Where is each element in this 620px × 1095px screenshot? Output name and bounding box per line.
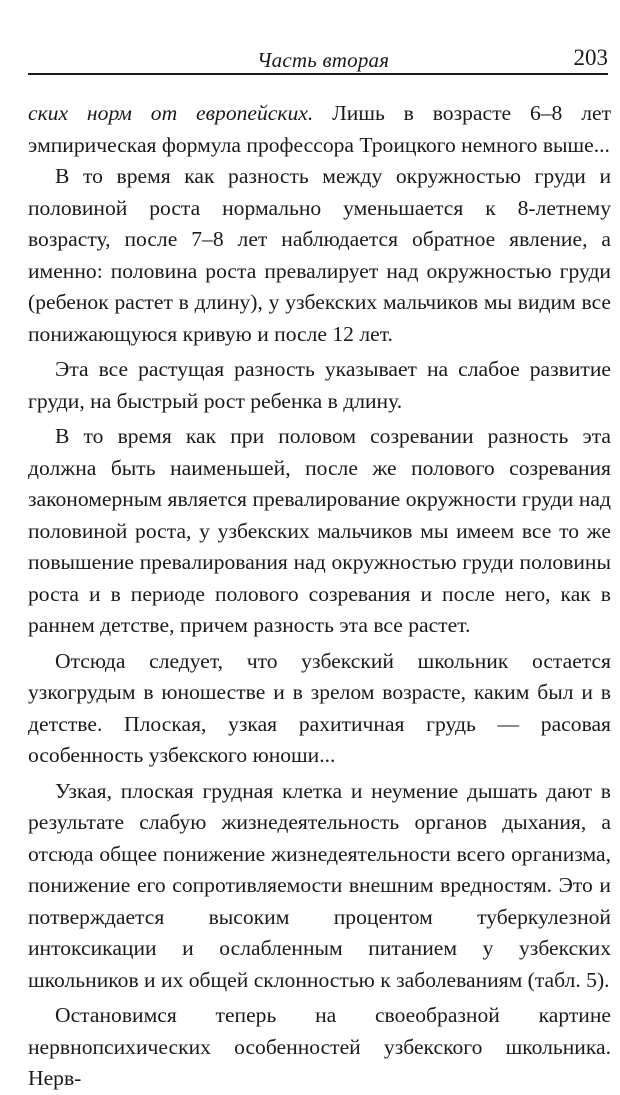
running-header <box>28 44 608 74</box>
paragraph-4: В то время как при половом созревании разность эта должна быть наименьшей, после же полового созревания закономерным является превалирование окружности груди над половиной роста, у узбекских мальчиков мы имеем все то же повышение превалирования над окружностью груди половины роста и в периоде полового созревания и после него, как в раннем детстве, причем разность эта все растет. <box>28 424 611 637</box>
body-text <box>28 98 611 1095</box>
paragraph-1-text: Лишь в возрасте 6–8 лет эмпирическая формула профессора Троицкого немного выше... <box>28 101 612 157</box>
paragraph-6: Узкая, плоская грудная клетка и неумение дышать дают в результате слабую жизнедеятельность органов дыхания, а отсюда общее понижение жизнедеятельности всего организма, понижение его сопротивляемости внешним вредностям. Это и потверждается высоким процентом туберкулезной интоксикации и ослабленным питанием у узбекских школьников и их общей склонностью к заболеваниям (табл. 5). <box>28 778 611 992</box>
page-number: 203 <box>573 45 608 70</box>
paragraph-3: Эта все растущая разность указывает на слабое развитие груди, на быстрый рост ребенка в длину. <box>28 357 611 413</box>
paragraph-7: Остановимся теперь на своеобразной картине нервнопсихических особенностей узбекского школьника. Нерв- <box>28 1003 611 1090</box>
section-title: Часть вторая <box>257 48 390 72</box>
paragraph-1 <box>28 98 611 161</box>
italic-lead: ских норм от европейских. <box>28 101 314 125</box>
paragraph-5: Отсюда следует, что узбекский школьник остается узкогрудым в юношестве и в зрелом возрасте, каким был и в детстве. Плоская, узкая рахитичная грудь — расовая особенность узбекского юноши... <box>28 648 611 767</box>
header-rule <box>28 73 608 75</box>
paragraph-2: В то время как разность между окружностью груди и половиной роста нормально уменьшается к 8-летнему возрасту, после 7–8 лет наблюдается обратное явление, а именно: половина роста превалирует над окружностью груди (ребенок растет в длину), у узбекских мальчиков мы видим все понижающуюся кривую и после 12 лет. <box>28 164 611 346</box>
